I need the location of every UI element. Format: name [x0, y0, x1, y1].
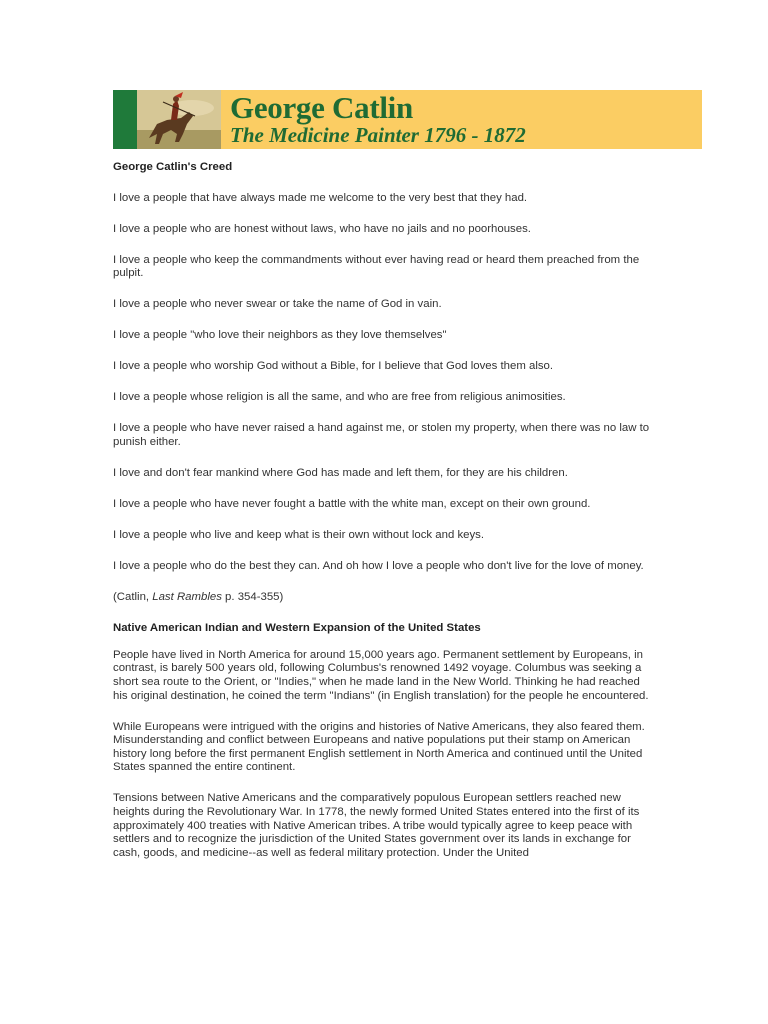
creed-line: I love a people who live and keep what is their own without lock and keys. — [113, 528, 485, 541]
creed-line: I love a people who do the best they can. And oh how I love a people who don't live for the love of money. — [113, 559, 644, 572]
section-heading: Native American Indian and Western Expansion of the United States — [113, 622, 481, 635]
creed-line: I love and don't fear mankind where God has made and left them, for they are his children. — [113, 466, 568, 479]
creed-line: I love a people that have always made me welcome to the very best that they had. — [113, 191, 528, 204]
section-paragraph: Tensions between Native Americans and the comparatively populous European settlers reached new heights during the Revolutionary War. In 1778, the newly formed United States entered into the first of its approximately 400 treaties with Native American tribes. A tribe would typically agree to keep peace with settlers and to recognize the jurisdiction of the United States government over its lands in exchange for cash, goods, and medicine--as well as federal military protection. Under the United — [113, 792, 640, 859]
creed-line: I love a people who have never raised a hand against me, or stolen my property, when there was no law to punish either. — [113, 422, 650, 448]
creed-citation — [113, 591, 653, 605]
creed-line: I love a people who have never fought a battle with the white man, except on their own ground. — [113, 497, 591, 510]
section-paragraph: People have lived in North America for around 15,000 years ago. Permanent settlement by Europeans, in contrast, is barely 500 years old, following Columbus's renowned 1492 voyage. Columbus was seeking a short sea route to the Orient, or "Indies," when he made land in the New World. Thinking he had reached his original destination, he coined the term "Indians" (in English translation) for the people he encountered. — [113, 648, 649, 702]
citation-pages: p. 354-355) — [221, 590, 284, 603]
creed-heading: George Catlin's Creed — [113, 161, 233, 173]
creed-line: I love a people who keep the commandments without ever having read or heard them preached from the pulpit. — [113, 253, 640, 280]
citation-prefix: (Catlin, — [113, 590, 153, 603]
citation-book-title: Last Rambles — [152, 590, 222, 603]
creed-line: I love a people who worship God without a Bible, for I believe that God loves them also. — [113, 360, 554, 373]
creed-line: I love a people who are honest without laws, who have no jails and no poorhouses. — [113, 222, 531, 235]
section-paragraph: While Europeans were intrigued with the origins and histories of Native Americans, they also feared them. Misunderstanding and conflict between Europeans and native populations put their stamp on American history long before the first permanent English settlement in North America and continued until the United States spanned the entire continent. — [113, 720, 645, 774]
banner-title: George Catlin — [230, 90, 413, 125]
banner-green-stripe — [113, 90, 137, 149]
article-body — [113, 161, 653, 878]
banner-painting-image — [137, 90, 221, 149]
header-banner — [113, 90, 702, 149]
creed-line: I love a people whose religion is all the same, and who are free from religious animosities. — [113, 391, 566, 404]
creed-line: I love a people who never swear or take the name of God in vain. — [113, 298, 442, 311]
banner-subtitle: The Medicine Painter 1796 - 1872 — [230, 123, 526, 147]
creed-line: I love a people "who love their neighbors as they love themselves" — [113, 329, 447, 342]
horse-rider-painting — [137, 90, 221, 149]
